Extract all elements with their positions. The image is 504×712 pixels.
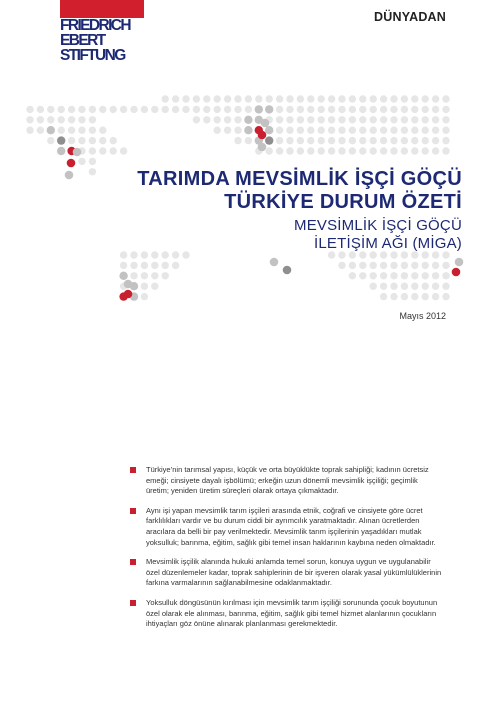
map-dot xyxy=(370,283,377,290)
map-dot xyxy=(380,293,387,300)
subtitle-line-2: İLETİŞİM AĞI (MİGA) xyxy=(314,235,462,252)
map-dot xyxy=(401,262,408,269)
map-dot xyxy=(68,106,75,113)
map-dot xyxy=(297,127,304,134)
map-dot xyxy=(234,127,241,134)
map-dot xyxy=(286,137,293,144)
map-dot xyxy=(141,293,148,300)
map-dot xyxy=(203,106,210,113)
map-dot xyxy=(380,272,387,279)
map-dot xyxy=(370,137,377,144)
map-dot xyxy=(442,262,449,269)
map-dot xyxy=(411,106,418,113)
map-dot xyxy=(120,262,127,269)
map-dot xyxy=(422,262,429,269)
map-dot xyxy=(120,106,127,113)
map-dot xyxy=(130,106,137,113)
map-dot xyxy=(58,116,65,123)
map-dot xyxy=(110,106,117,113)
map-dot xyxy=(110,147,117,154)
map-dot xyxy=(37,116,44,123)
map-dot xyxy=(162,95,169,102)
map-dot xyxy=(370,147,377,154)
map-dot xyxy=(422,95,429,102)
map-dot xyxy=(401,293,408,300)
map-dot xyxy=(307,127,314,134)
map-dot xyxy=(193,116,200,123)
section-label: DÜNYADAN xyxy=(374,10,446,24)
map-dot xyxy=(99,137,106,144)
subtitle-line-1: MEVSİMLİK İŞÇİ GÖÇÜ xyxy=(294,217,462,234)
map-dot xyxy=(78,137,85,144)
map-dot xyxy=(58,127,65,134)
map-dot xyxy=(442,293,449,300)
map-dot xyxy=(370,106,377,113)
map-dot xyxy=(265,136,273,144)
map-dot xyxy=(182,251,189,258)
map-dot xyxy=(245,137,252,144)
map-dot xyxy=(141,283,148,290)
map-dot xyxy=(328,116,335,123)
map-dot xyxy=(422,147,429,154)
map-dot-highlight xyxy=(258,131,267,140)
map-dot xyxy=(411,147,418,154)
map-dot xyxy=(338,262,345,269)
map-dot xyxy=(265,126,273,134)
bullet-square-icon xyxy=(130,467,136,473)
map-dot xyxy=(318,95,325,102)
map-dot xyxy=(37,127,44,134)
map-dot xyxy=(401,127,408,134)
map-dot xyxy=(359,262,366,269)
map-dot-highlight xyxy=(67,159,76,168)
map-dot xyxy=(432,283,439,290)
map-dot xyxy=(307,137,314,144)
map-dot xyxy=(234,95,241,102)
map-dot xyxy=(390,95,397,102)
map-dot xyxy=(401,272,408,279)
map-dot xyxy=(432,293,439,300)
map-dot-highlight xyxy=(73,148,82,157)
map-dot xyxy=(89,116,96,123)
map-dot xyxy=(68,116,75,123)
map-dot xyxy=(411,283,418,290)
map-dot xyxy=(338,95,345,102)
map-dot xyxy=(390,137,397,144)
map-dot xyxy=(318,106,325,113)
map-dot xyxy=(390,272,397,279)
map-dot xyxy=(411,95,418,102)
map-dot xyxy=(422,272,429,279)
map-dot xyxy=(422,116,429,123)
map-dot xyxy=(151,262,158,269)
map-dot xyxy=(120,147,127,154)
map-dot xyxy=(47,106,54,113)
map-dot xyxy=(214,95,221,102)
map-dot xyxy=(328,137,335,144)
bullet-item xyxy=(130,506,442,548)
map-dot xyxy=(193,95,200,102)
map-dot xyxy=(57,147,65,155)
map-dot xyxy=(47,137,54,144)
map-dot xyxy=(89,137,96,144)
map-dot-highlight xyxy=(452,268,461,277)
map-dot xyxy=(255,105,263,113)
map-dot xyxy=(78,106,85,113)
map-dot xyxy=(297,137,304,144)
map-dot xyxy=(432,272,439,279)
map-dot xyxy=(338,116,345,123)
map-dot xyxy=(244,126,252,134)
map-dot xyxy=(380,95,387,102)
map-dot xyxy=(286,127,293,134)
map-dot xyxy=(214,127,221,134)
map-dot xyxy=(338,127,345,134)
map-dot xyxy=(266,95,273,102)
map-dot xyxy=(328,106,335,113)
map-dot xyxy=(162,106,169,113)
map-dot xyxy=(182,106,189,113)
map-dot xyxy=(78,127,85,134)
logo-line-1: FRIEDRICH xyxy=(60,17,130,34)
map-dot xyxy=(276,137,283,144)
map-dot xyxy=(141,106,148,113)
map-dot xyxy=(359,116,366,123)
map-dot xyxy=(359,272,366,279)
map-dot xyxy=(286,106,293,113)
map-dot xyxy=(214,116,221,123)
map-dot xyxy=(390,147,397,154)
map-dot xyxy=(286,116,293,123)
map-dot xyxy=(26,127,33,134)
map-dot xyxy=(162,262,169,269)
bullet-item xyxy=(130,557,442,589)
map-dot xyxy=(234,106,241,113)
bullet-text: Mevsimlik işçilik alanında hukuki anlamda temel sorun, konuya uygun ve uygulanabilir özel düzenlemeler kadar, toprak sahiplerinin de bir işveren olarak yasal yükümlülüklerinin farkına varmalarının sağlanabilmesine odaklanmaktadır. xyxy=(146,557,442,588)
map-dot xyxy=(390,127,397,134)
map-dot xyxy=(442,272,449,279)
map-dot xyxy=(442,95,449,102)
map-dot xyxy=(99,147,106,154)
map-dot xyxy=(370,127,377,134)
map-dot xyxy=(338,106,345,113)
map-dot xyxy=(151,106,158,113)
map-dot xyxy=(432,116,439,123)
map-dot xyxy=(432,95,439,102)
map-dot xyxy=(442,137,449,144)
map-dot xyxy=(182,95,189,102)
map-dot xyxy=(89,158,96,165)
map-dot-highlight xyxy=(270,258,279,267)
map-dot xyxy=(141,262,148,269)
map-dot xyxy=(442,116,449,123)
summary-bullet-list xyxy=(130,465,442,639)
map-dot xyxy=(411,293,418,300)
map-dot xyxy=(422,127,429,134)
map-dot xyxy=(380,106,387,113)
map-dot xyxy=(338,137,345,144)
map-dot xyxy=(245,95,252,102)
map-dot xyxy=(401,106,408,113)
map-dot xyxy=(151,283,158,290)
map-dot xyxy=(151,272,158,279)
map-dot xyxy=(162,251,169,258)
map-dot xyxy=(130,272,137,279)
bullet-item xyxy=(130,598,442,630)
map-dot xyxy=(162,272,169,279)
map-dot xyxy=(380,147,387,154)
map-dot xyxy=(130,262,137,269)
map-dot xyxy=(307,106,314,113)
map-dot xyxy=(276,147,283,154)
map-dot xyxy=(172,251,179,258)
map-dot xyxy=(245,106,252,113)
map-dot xyxy=(411,116,418,123)
map-dot xyxy=(349,262,356,269)
map-dot xyxy=(370,262,377,269)
map-dot xyxy=(47,116,54,123)
bullet-item xyxy=(130,465,442,497)
map-dot-highlight xyxy=(261,119,270,128)
bullet-text: Yoksulluk döngüsünün kırılması için mevsimlik tarım işçiliği sorununda çocuk boyutunun özel olarak ele alınması, barınma, eğitim, sağlık gibi temel hizmet alanlarının çocukların ihtiyaçları göz önüne alınarak planlanması gerekmektedir. xyxy=(146,597,438,629)
map-dot xyxy=(380,262,387,269)
logo-line-2: EBERT xyxy=(60,32,105,49)
map-dot xyxy=(99,106,106,113)
map-dot xyxy=(370,272,377,279)
map-dot xyxy=(432,106,439,113)
map-dot xyxy=(380,283,387,290)
map-dot xyxy=(442,147,449,154)
publication-date: Mayıs 2012 xyxy=(399,311,446,321)
map-dot xyxy=(255,95,262,102)
map-dot xyxy=(307,95,314,102)
map-dot xyxy=(89,147,96,154)
map-dot xyxy=(214,106,221,113)
map-dot xyxy=(234,137,241,144)
map-dot xyxy=(47,126,55,134)
map-dot xyxy=(411,262,418,269)
map-dot xyxy=(328,147,335,154)
map-dot xyxy=(328,95,335,102)
map-dot xyxy=(390,106,397,113)
map-dot xyxy=(442,283,449,290)
map-dot xyxy=(130,251,137,258)
map-dot xyxy=(411,137,418,144)
map-dot xyxy=(349,95,356,102)
map-dot xyxy=(276,106,283,113)
bullet-square-icon xyxy=(130,508,136,514)
map-dot xyxy=(349,147,356,154)
map-dot xyxy=(432,262,439,269)
map-dot xyxy=(172,262,179,269)
map-dot xyxy=(432,137,439,144)
map-dot xyxy=(390,283,397,290)
bullet-text: Aynı işi yapan mevsimlik tarım işçileri arasında etnik, coğrafi ve cinsiyete göre ücret farklılıkları vardır ve bu durum ciddi bir ayrımcılık yaratmaktadır. Alınan ücretlerden aracılara da belli bir pay verilmektedir. Mevsimlik tarım işçilerinin yaşadıkları mutlak yoksulluk; barınma, eğitim, sağlık gibi temel insan haklarının kaybına neden olmaktadır. xyxy=(146,505,436,547)
map-dot xyxy=(110,137,117,144)
map-dot-highlight xyxy=(65,171,74,180)
map-dot xyxy=(57,136,65,144)
map-dot xyxy=(78,116,85,123)
map-dot xyxy=(380,127,387,134)
map-dot xyxy=(359,137,366,144)
map-dot-highlight xyxy=(283,266,292,275)
map-dot xyxy=(349,116,356,123)
map-dot xyxy=(297,106,304,113)
map-dot xyxy=(244,116,252,124)
map-dot xyxy=(432,127,439,134)
map-dot xyxy=(265,105,273,113)
map-dot-highlight xyxy=(124,280,133,289)
map-dot xyxy=(401,95,408,102)
map-dot xyxy=(380,137,387,144)
title-line-2: TÜRKİYE DURUM ÖZETİ xyxy=(224,191,462,213)
map-dot xyxy=(349,106,356,113)
map-dot xyxy=(422,137,429,144)
map-dot xyxy=(401,116,408,123)
map-dot xyxy=(328,127,335,134)
map-dot xyxy=(297,95,304,102)
map-dot xyxy=(318,147,325,154)
map-dot xyxy=(307,116,314,123)
map-dot xyxy=(359,127,366,134)
map-dot xyxy=(224,106,231,113)
map-dot xyxy=(349,127,356,134)
map-dot xyxy=(411,127,418,134)
map-dot xyxy=(172,95,179,102)
map-dot xyxy=(203,116,210,123)
map-dot xyxy=(390,262,397,269)
map-dot xyxy=(276,116,283,123)
map-dot xyxy=(68,127,75,134)
map-dot xyxy=(297,116,304,123)
map-dot xyxy=(422,283,429,290)
map-dot xyxy=(203,95,210,102)
map-dot xyxy=(276,95,283,102)
map-dot xyxy=(151,251,158,258)
bullet-square-icon xyxy=(130,600,136,606)
map-dot xyxy=(390,293,397,300)
map-dot-highlight xyxy=(455,258,464,267)
map-dot xyxy=(349,272,356,279)
map-dot xyxy=(359,106,366,113)
map-dot xyxy=(318,116,325,123)
map-dot xyxy=(286,147,293,154)
map-dot xyxy=(78,158,85,165)
map-dot xyxy=(26,106,33,113)
map-dot xyxy=(58,106,65,113)
title-line-1: TARIMDA MEVSİMLİK İŞÇİ GÖÇÜ xyxy=(137,168,462,190)
map-dot xyxy=(89,127,96,134)
map-dot xyxy=(224,116,231,123)
map-dot xyxy=(338,147,345,154)
map-dot xyxy=(89,168,96,175)
map-dot xyxy=(234,116,241,123)
map-dot xyxy=(390,116,397,123)
bullet-square-icon xyxy=(130,559,136,565)
map-dot xyxy=(401,147,408,154)
map-dot-highlight xyxy=(124,290,133,299)
map-dot xyxy=(411,272,418,279)
map-dot xyxy=(318,127,325,134)
map-dot xyxy=(266,147,273,154)
map-dot xyxy=(26,116,33,123)
map-dot xyxy=(370,95,377,102)
map-dot xyxy=(141,272,148,279)
map-dot xyxy=(401,137,408,144)
map-dot xyxy=(224,95,231,102)
map-dot xyxy=(224,127,231,134)
map-dot-highlight xyxy=(258,143,267,152)
map-dot xyxy=(99,127,106,134)
map-dot xyxy=(307,147,314,154)
map-dot xyxy=(422,106,429,113)
map-dot xyxy=(370,116,377,123)
map-dot xyxy=(172,106,179,113)
map-dot xyxy=(442,106,449,113)
map-dot xyxy=(193,106,200,113)
map-dot xyxy=(119,272,127,280)
map-dot xyxy=(276,127,283,134)
map-dot xyxy=(286,95,293,102)
map-dot xyxy=(359,147,366,154)
map-dot xyxy=(380,116,387,123)
map-dot xyxy=(318,137,325,144)
map-dot xyxy=(442,127,449,134)
report-subtitle xyxy=(294,217,462,253)
logo-line-3: STIFTUNG xyxy=(60,47,125,64)
map-dot xyxy=(297,147,304,154)
map-dot xyxy=(432,147,439,154)
map-dot xyxy=(141,251,148,258)
bullet-text: Türkiye’nin tarımsal yapısı, küçük ve orta büyüklükte toprak sahipliği; kadının ücretsiz emeği; cinsiyete dayalı işbölümü; erkeğin uzun dönemli mevsimlik işçiliği; geçimlik üretim; yeniden üretim süreçleri olarak ortaya çıkmaktadır. xyxy=(146,465,429,496)
map-dot xyxy=(37,106,44,113)
map-dot xyxy=(89,106,96,113)
map-dot xyxy=(359,95,366,102)
map-dot xyxy=(401,283,408,290)
map-dot xyxy=(120,251,127,258)
map-dot xyxy=(68,137,75,144)
report-title xyxy=(137,168,462,214)
map-dot xyxy=(349,137,356,144)
map-dot xyxy=(422,293,429,300)
